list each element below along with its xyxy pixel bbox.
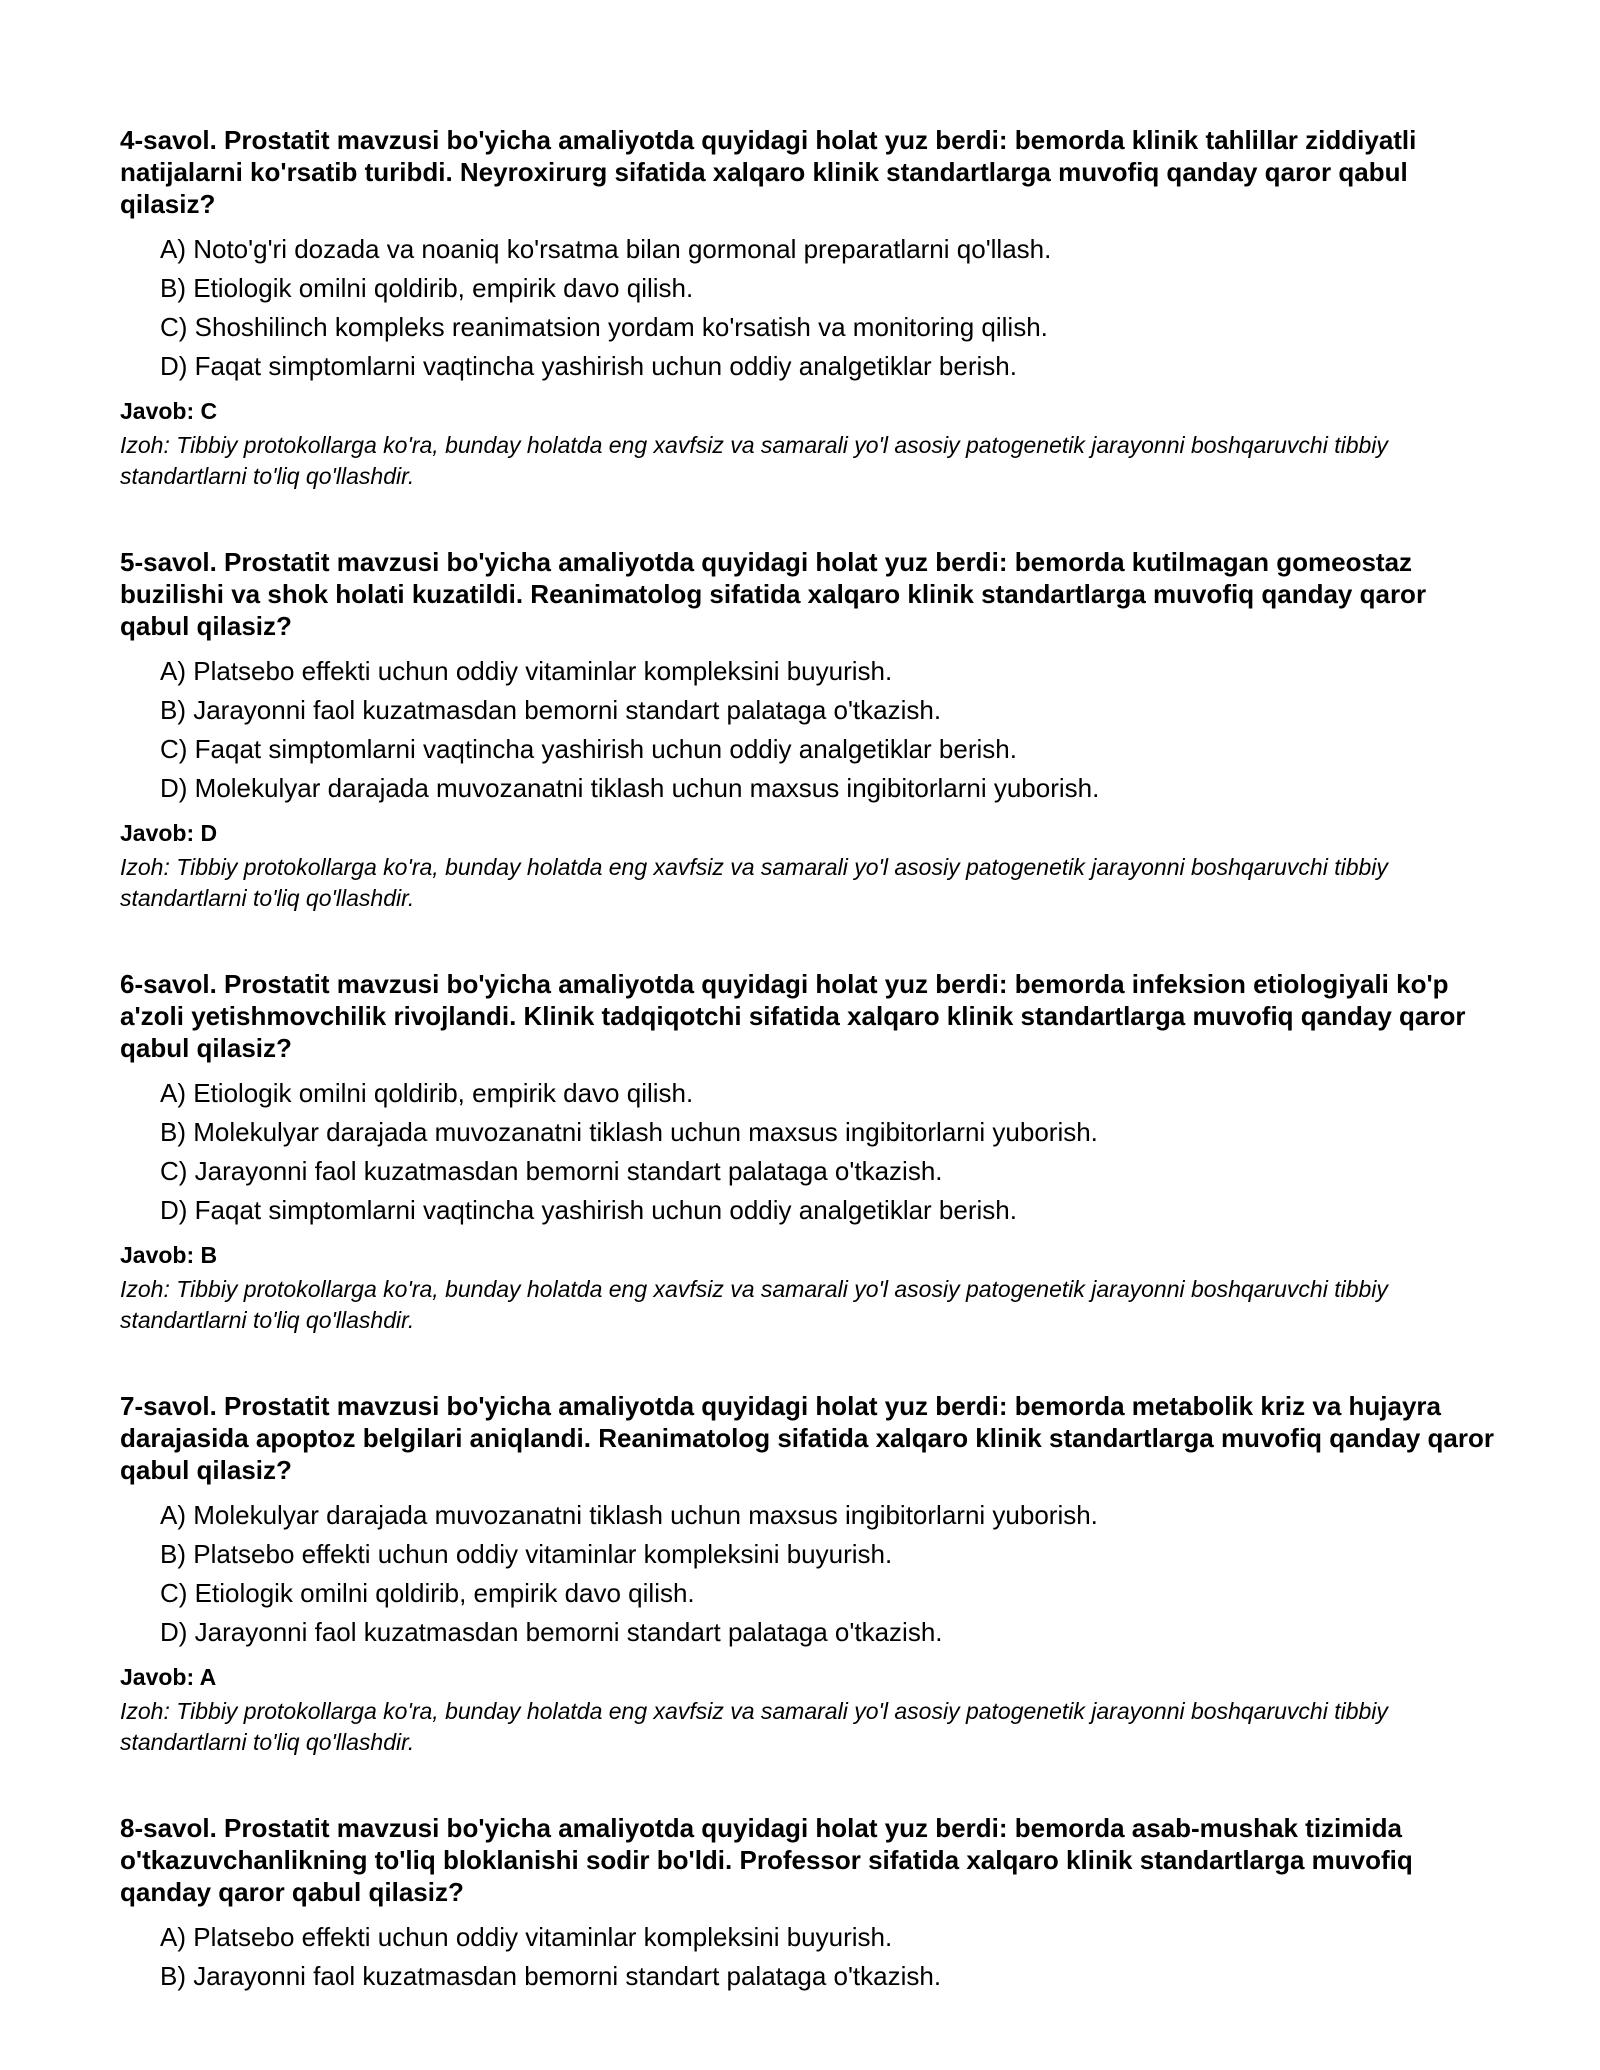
option-list (120, 652, 1500, 808)
option-b: B) Jarayonni faol kuzatmasdan bemorni standart palataga o'tkazish. (160, 1961, 942, 1991)
option-list (120, 1074, 1500, 1230)
answer-line: Javob: B (120, 1242, 218, 1268)
question-4 (120, 124, 1500, 492)
question-5 (120, 546, 1500, 914)
explanation-note: Izoh: Tibbiy protokollarga ko'ra, bunday holatda eng xavfsiz va samarali yo'l asosiy patogenetik jarayonni boshqaruvchi tibbiy standartlarni to'liq qo'llashdir. (120, 854, 1388, 911)
option-d: D) Faqat simptomlarni vaqtincha yashirish uchun oddiy analgetiklar berish. (160, 1195, 1017, 1225)
question-text: 7-savol. Prostatit mavzusi bo'yicha amaliyotda quyidagi holat yuz berdi: bemorda metabolik kriz va hujayra darajasida apoptoz belgilari aniqlandi. Reanimatolog sifatida xalqaro klinik standartlarga muvofiq qanday qaror qabul qilasiz? (120, 1391, 1494, 1485)
option-list (120, 230, 1500, 386)
question-text: 6-savol. Prostatit mavzusi bo'yicha amaliyotda quyidagi holat yuz berdi: bemorda infeksion etiologiyali ko'p a'zoli yetishmovchilik rivojlandi. Klinik tadqiqotchi sifatida xalqaro klinik standartlarga muvofiq qanday qaror qabul qilasiz? (120, 969, 1466, 1063)
answer-line: Javob: C (120, 398, 218, 424)
answer-line: Javob: D (120, 820, 218, 846)
option-a: A) Noto'g'ri dozada va noaniq ko'rsatma bilan gormonal preparatlarni qo'llash. (160, 234, 1052, 264)
option-c: C) Faqat simptomlarni vaqtincha yashirish uchun oddiy analgetiklar berish. (160, 734, 1017, 764)
option-list (120, 1918, 1500, 1996)
option-a: A) Molekulyar darajada muvozanatni tiklash uchun maxsus ingibitorlarni yuborish. (160, 1500, 1098, 1530)
question-8 (120, 1812, 1500, 1996)
explanation-note: Izoh: Tibbiy protokollarga ko'ra, bunday holatda eng xavfsiz va samarali yo'l asosiy patogenetik jarayonni boshqaruvchi tibbiy standartlarni to'liq qo'llashdir. (120, 432, 1388, 489)
explanation-note: Izoh: Tibbiy protokollarga ko'ra, bunday holatda eng xavfsiz va samarali yo'l asosiy patogenetik jarayonni boshqaruvchi tibbiy standartlarni to'liq qo'llashdir. (120, 1698, 1388, 1755)
question-text: 8-savol. Prostatit mavzusi bo'yicha amaliyotda quyidagi holat yuz berdi: bemorda asab-mushak tizimida o'tkazuvchanlikning to'liq bloklanishi sodir bo'ldi. Professor sifatida xalqaro klinik standartlarga muvofiq qanday qaror qabul qilasiz? (120, 1813, 1413, 1907)
option-d: D) Jarayonni faol kuzatmasdan bemorni standart palataga o'tkazish. (160, 1617, 943, 1647)
option-d: D) Faqat simptomlarni vaqtincha yashirish uchun oddiy analgetiklar berish. (160, 351, 1017, 381)
option-a: A) Platsebo effekti uchun oddiy vitaminlar kompleksini buyurish. (160, 1922, 893, 1952)
option-c: C) Etiologik omilni qoldirib, empirik davo qilish. (160, 1578, 695, 1608)
option-a: A) Etiologik omilni qoldirib, empirik davo qilish. (160, 1078, 694, 1108)
option-b: B) Jarayonni faol kuzatmasdan bemorni standart palataga o'tkazish. (160, 695, 942, 725)
question-text: 4-savol. Prostatit mavzusi bo'yicha amaliyotda quyidagi holat yuz berdi: bemorda klinik tahlillar ziddiyatli natijalarni ko'rsatib turibdi. Neyroxirurg sifatida xalqaro klinik standartlarga muvofiq qanday qaror qabul qilasiz? (120, 125, 1417, 219)
question-text: 5-savol. Prostatit mavzusi bo'yicha amaliyotda quyidagi holat yuz berdi: bemorda kutilmagan gomeostaz buzilishi va shok holati kuzatildi. Reanimatolog sifatida xalqaro klinik standartlarga muvofiq qanday qaror qabul qilasiz? (120, 547, 1427, 641)
option-b: B) Platsebo effekti uchun oddiy vitaminlar kompleksini buyurish. (160, 1539, 893, 1569)
question-7 (120, 1390, 1500, 1758)
answer-line: Javob: A (120, 1664, 217, 1690)
option-list (120, 1496, 1500, 1652)
option-c: C) Jarayonni faol kuzatmasdan bemorni standart palataga o'tkazish. (160, 1156, 943, 1186)
option-d: D) Molekulyar darajada muvozanatni tiklash uchun maxsus ingibitorlarni yuborish. (160, 773, 1100, 803)
document-page (120, 124, 1500, 2050)
option-b: B) Etiologik omilni qoldirib, empirik davo qilish. (160, 273, 694, 303)
option-a: A) Platsebo effekti uchun oddiy vitaminlar kompleksini buyurish. (160, 656, 893, 686)
option-b: B) Molekulyar darajada muvozanatni tiklash uchun maxsus ingibitorlarni yuborish. (160, 1117, 1098, 1147)
explanation-note: Izoh: Tibbiy protokollarga ko'ra, bunday holatda eng xavfsiz va samarali yo'l asosiy patogenetik jarayonni boshqaruvchi tibbiy standartlarni to'liq qo'llashdir. (120, 1276, 1388, 1333)
option-c: C) Shoshilinch kompleks reanimatsion yordam ko'rsatish va monitoring qilish. (160, 312, 1048, 342)
question-6 (120, 968, 1500, 1336)
